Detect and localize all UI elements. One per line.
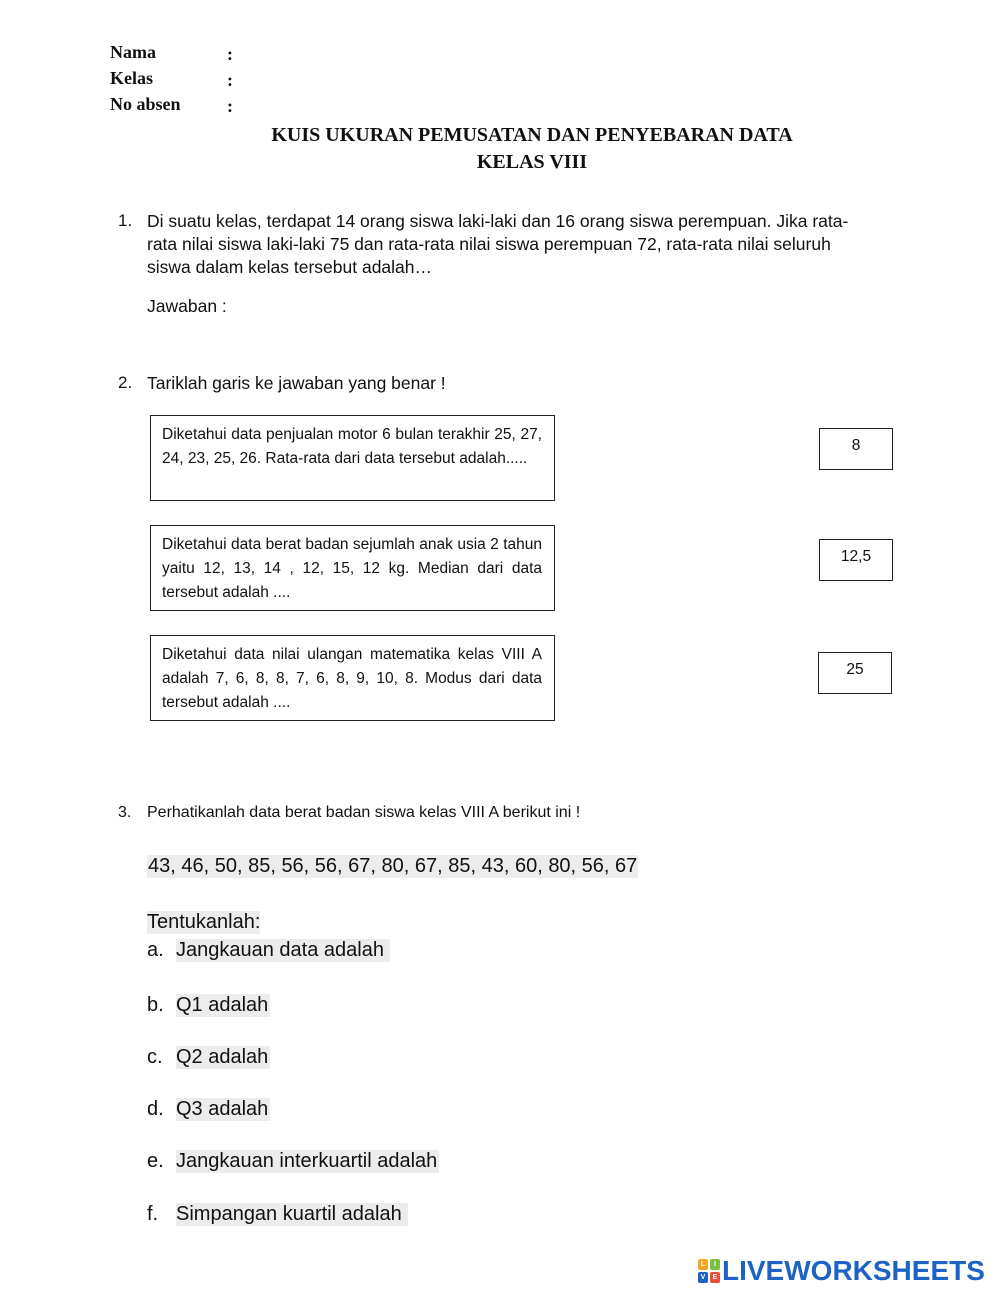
q1-text bbox=[147, 210, 848, 279]
q3-number: 3. bbox=[118, 804, 132, 821]
q3-item-c-input[interactable]: Q2 adalah bbox=[176, 1046, 269, 1068]
page-subtitle: KELAS VIII bbox=[476, 151, 588, 173]
q3-item-b-input[interactable]: Q1 adalah bbox=[176, 994, 269, 1016]
q3-item-letter: b. bbox=[147, 994, 164, 1016]
q3-tentukan: Tentukanlah: bbox=[147, 911, 261, 933]
liveworksheets-logo-text: LIVEWORKSHEETS bbox=[722, 1255, 985, 1286]
no-absen-colon: : bbox=[227, 96, 233, 116]
nama-label: Nama bbox=[110, 42, 156, 62]
q3-item-a-input[interactable]: Jangkauan data adalah bbox=[176, 939, 390, 962]
q1-line: Di suatu kelas, terdapat 14 orang siswa laki-laki dan 16 orang siswa perempuan. Jika rata- bbox=[147, 211, 849, 231]
match-answer-box[interactable]: 12,5 bbox=[819, 539, 893, 581]
q3-data-values: 43, 46, 50, 85, 56, 56, 67, 80, 67, 85, 43, 60, 80, 56, 67 bbox=[148, 855, 638, 877]
q3-item-e-input[interactable]: Jangkauan interkuartil adalah bbox=[176, 1150, 438, 1172]
q1-answer-label: Jawaban : bbox=[147, 296, 227, 316]
match-question-box[interactable]: Diketahui data nilai ulangan matematika kelas VIII A adalah 7, 6, 8, 8, 7, 6, 8, 9, 10, 8. Modus dari data tersebut adalah .... bbox=[150, 635, 555, 721]
q1-line: siswa dalam kelas tersebut adalah… bbox=[147, 257, 433, 277]
match-answer-box[interactable]: 8 bbox=[819, 428, 893, 470]
q1-line: rata nilai siswa laki-laki 75 dan rata-rata nilai siswa perempuan 72, rata-rata nilai seluruh bbox=[147, 234, 831, 254]
match-question-box[interactable]: Diketahui data penjualan motor 6 bulan terakhir 25, 27, 24, 23, 25, 26. Rata-rata dari data tersebut adalah..... bbox=[150, 415, 555, 501]
q3-item-letter: c. bbox=[147, 1046, 163, 1068]
nama-colon: : bbox=[227, 44, 233, 64]
liveworksheets-logo-icon: L I V E bbox=[698, 1259, 720, 1283]
q3-item-letter: d. bbox=[147, 1098, 164, 1120]
q3-item-f-input[interactable]: Simpangan kuartil adalah bbox=[176, 1203, 408, 1226]
liveworksheets-logo bbox=[698, 1254, 985, 1288]
match-question-box[interactable]: Diketahui data berat badan sejumlah anak usia 2 tahun yaitu 12, 13, 14 , 12, 15, 12 kg. Median dari data tersebut adalah .... bbox=[150, 525, 555, 611]
q2-instruction: Tariklah garis ke jawaban yang benar ! bbox=[147, 373, 446, 393]
q3-instruction: Perhatikanlah data berat badan siswa kelas VIII A berikut ini ! bbox=[147, 804, 581, 821]
q1-number: 1. bbox=[118, 211, 133, 230]
kelas-colon: : bbox=[227, 70, 233, 90]
q3-item-letter: e. bbox=[147, 1150, 164, 1172]
kelas-label: Kelas bbox=[110, 68, 153, 88]
q3-item-d-input[interactable]: Q3 adalah bbox=[176, 1098, 269, 1120]
match-answer-box[interactable]: 25 bbox=[818, 652, 892, 694]
q3-item-letter: a. bbox=[147, 939, 164, 961]
q2-number: 2. bbox=[118, 373, 133, 392]
page-title: KUIS UKURAN PEMUSATAN DAN PENYEBARAN DATA bbox=[271, 124, 793, 146]
no-absen-label: No absen bbox=[110, 94, 181, 114]
q3-item-letter: f. bbox=[147, 1203, 159, 1225]
